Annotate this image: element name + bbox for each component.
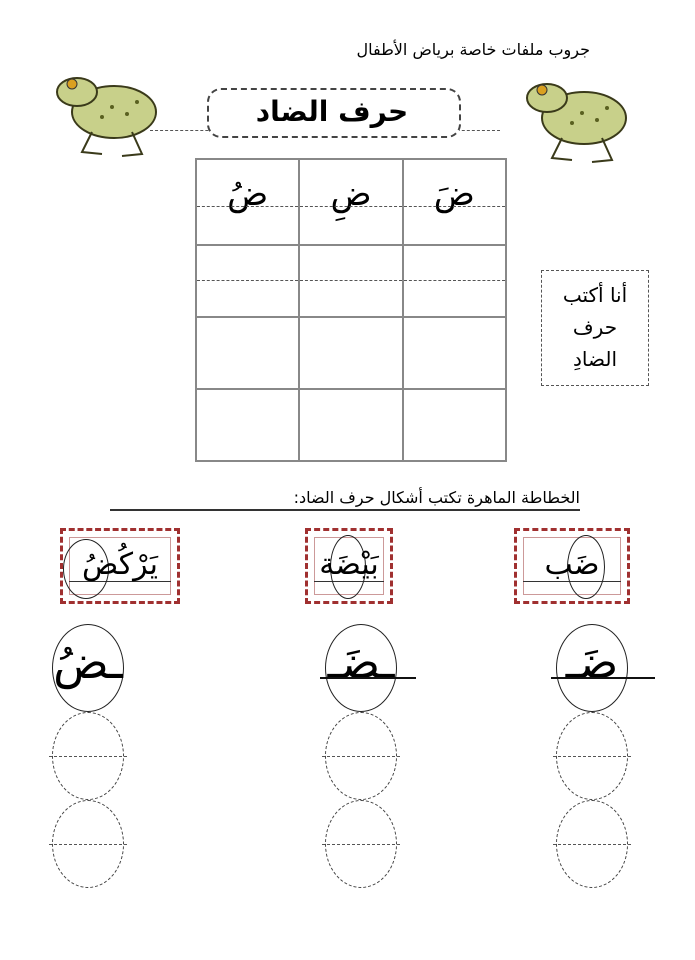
grid-cell-6[interactable] (403, 245, 506, 317)
grid-cell-3 (403, 159, 506, 245)
letter-kasra: ضِ (330, 174, 372, 214)
word-box-dab (514, 528, 630, 604)
practice-circle[interactable] (52, 712, 124, 800)
form-circle-medial (325, 624, 397, 712)
word-box-yarkud (60, 528, 180, 604)
word-box-bayda (305, 528, 393, 604)
side-line-1: أنا أكتب (562, 283, 628, 307)
writing-grid (195, 158, 507, 462)
grid-cell-5[interactable] (299, 245, 402, 317)
side-line-2: حرف (572, 315, 618, 339)
frog-left-image (52, 62, 162, 162)
grid-cell-11[interactable] (299, 389, 402, 461)
practice-circle[interactable] (52, 800, 124, 888)
grid-cell-12[interactable] (403, 389, 506, 461)
practice-circle[interactable] (556, 800, 628, 888)
form-medial: ـضَـ (327, 635, 395, 689)
word-yarkud: يَرْكُضُ (82, 547, 158, 582)
practice-circle[interactable] (556, 712, 628, 800)
word-bayda: بَيْضَة (319, 547, 379, 582)
grid-cell-1 (196, 159, 299, 245)
practice-circle[interactable] (325, 712, 397, 800)
frog-right-image (522, 68, 632, 168)
letter-fatha: ضَ (433, 174, 475, 214)
grid-cell-10[interactable] (196, 389, 299, 461)
group-header-text: جروب ملفات خاصة برياض الأطفال (356, 40, 590, 59)
instruction-text: الخطاطة الماهرة تكتب أشكال حرف الضاد: (110, 488, 580, 511)
grid-cell-8[interactable] (299, 317, 402, 389)
grid-cell-2 (299, 159, 402, 245)
page-title: حرف الضاد (255, 95, 409, 128)
form-final: ـضُ (53, 635, 123, 689)
letter-damma: ضُ (227, 174, 269, 214)
form-initial: ضَـ (565, 635, 619, 689)
side-instruction-box (541, 270, 649, 386)
grid-cell-9[interactable] (403, 317, 506, 389)
side-line-3: الضادِ (573, 347, 617, 371)
grid-cell-4[interactable] (196, 245, 299, 317)
grid-cell-7[interactable] (196, 317, 299, 389)
form-circle-initial (556, 624, 628, 712)
practice-circle[interactable] (325, 800, 397, 888)
word-dab: ضَب (544, 547, 600, 582)
form-circle-final (52, 624, 124, 712)
